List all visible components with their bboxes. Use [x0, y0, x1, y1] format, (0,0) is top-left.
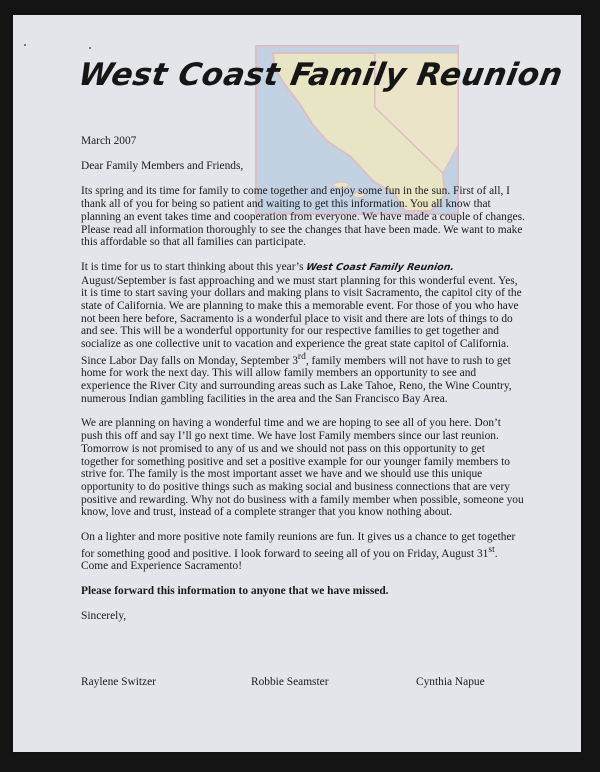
paragraph-text: On a lighter and more positive note family reunions are fun. It gives us a chance to get together for something good and positive. I look forward to seeing all of you on Friday, August 31 [81, 531, 516, 560]
paragraph-family: We are planning on having a wonderful time and we are hoping to see all of you here. Don’t push this off and say I’ll go next time. We have lost Family members since our last reunion. Tomorrow is not promised to any of us and we should not pass on this opportunity to get together for something positive and set a positive example for our younger family members to strive for. The family is the most important asset we have and we should use this unique opportunity to do positive things such as making social and business connections that are very positive and rewarding. Why not do business with a family member when possible, someone you know, love and trust, instead of a complete stranger that you know nothing about. [81, 417, 524, 519]
paragraph-intro: Its spring and its time for family to come together and enjoy some fun in the sun. First of all, I thank all of you for being so patient and waiting to get this information. You all know that planning an event takes time and cooperation from everyone. We have made a couple of changes. Please read all information thoroughly to see the changes that have been made. We want to make this affordable so that all families can participate. [81, 185, 525, 249]
ordinal-suffix: rd [297, 351, 306, 362]
signatory-name: Raylene Switzer [81, 676, 156, 688]
letter-date: March 2007 [81, 135, 137, 147]
forward-notice: Please forward this information to anyone that we have missed. [81, 584, 389, 597]
inline-event-title: West Coast Family Reunion. [305, 261, 456, 273]
letter-body [81, 135, 525, 634]
paragraph-text: , family members will not have to rush to get home for work the next day. This will allow family members an opportunity to see and experience the River City and surrounding areas such as Lake Tahoe, Reno, the Wine Country, numerous Indian gambling facilities in the area and the San Francisco Bay Area. [81, 354, 512, 405]
paragraph-text: . Come and Experience Sacramento! [81, 547, 498, 573]
paragraph-lighter-note [81, 531, 525, 573]
paragraph-text: August/September is fast approaching and we must start planning for this wonderful event. Yes, it is time to start saving your dollars and making plans to visit Sacramento, the capitol city of the state of California. We are planning to make this a memorable event. For those of you who have not been here before, Sacramento is a wonderful place to visit and there are lots of things to do and see. This will be a wonderful opportunity for our respective families to get together and socialize as one collective unit to vacation and experience the great state capitol of California. Since Labor Day falls on Monday, September 3 [81, 274, 522, 367]
paper-speck [89, 47, 91, 49]
paragraph-text: It is time for us to start thinking about this year’s [81, 260, 307, 273]
letter-sheet [13, 15, 581, 752]
paper-speck [24, 44, 26, 46]
salutation: Dear Family Members and Friends, [81, 159, 244, 172]
letter-title: West Coast Family Reunion [75, 57, 566, 93]
ordinal-suffix: st [488, 544, 495, 555]
paragraph-planning [81, 261, 525, 406]
signatory-name: Cynthia Napue [416, 676, 485, 688]
signatory-name: Robbie Seamster [251, 676, 329, 688]
closing: Sincerely, [81, 609, 127, 622]
